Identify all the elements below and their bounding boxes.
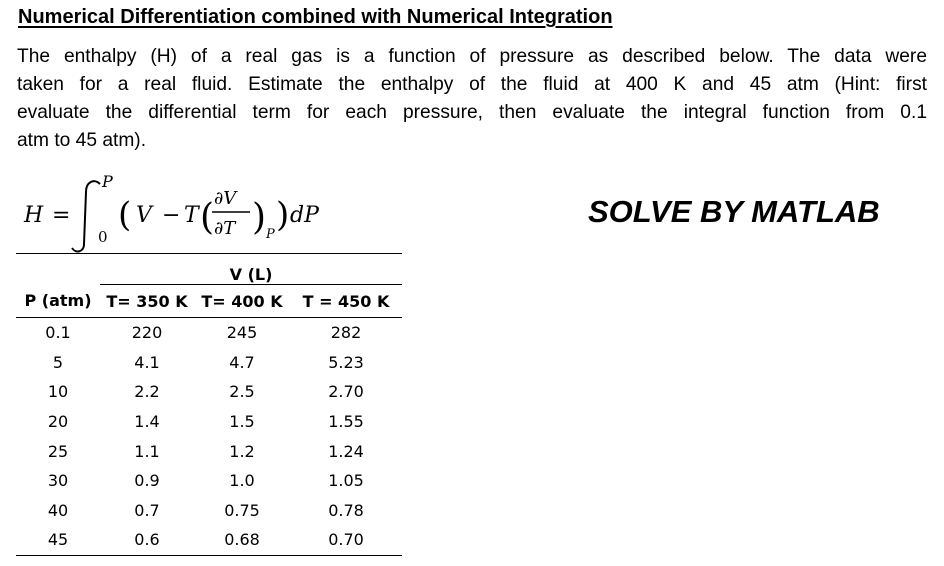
table-cell: 5 <box>52 352 64 372</box>
eq-paren-close: ) <box>276 195 290 235</box>
column-header: T = 450 K <box>290 285 402 318</box>
table-cell: 1.5 <box>229 412 255 432</box>
eq-upper-limit: P <box>102 172 113 191</box>
table-cell: 0.78 <box>328 500 364 520</box>
table-cell: 10 <box>47 382 69 402</box>
problem-line: taken for a real fluid. Estimate the enthalpy of the fluid at 400 K and 45 atm (Hint: first <box>17 74 927 95</box>
equation-svg <box>0 162 420 252</box>
table-corner <box>16 254 100 285</box>
table-row <box>16 466 402 496</box>
table-row <box>16 348 402 378</box>
eq-lower-limit: 0 <box>98 228 108 246</box>
table-cell: 1.4 <box>134 412 160 432</box>
eq-partial-num: ∂V <box>214 188 237 209</box>
page-title: Numerical Differentiation combined with Numerical Integration <box>18 6 613 28</box>
table-cell: 0.6 <box>100 525 194 555</box>
eq-paren-inner-open: ( <box>200 197 215 238</box>
table-row <box>16 496 402 526</box>
table-row <box>16 318 402 348</box>
table-cell: 1.1 <box>134 441 160 461</box>
table-cell: 0.75 <box>224 500 260 520</box>
problem-line: atm to 45 atm). <box>17 130 147 151</box>
table-cell: 40 <box>47 500 69 520</box>
integral-sign <box>72 181 100 251</box>
table-row <box>16 436 402 466</box>
solve-by-matlab-label: SOLVE BY MATLAB <box>588 194 880 229</box>
table-cell: 245 <box>194 318 290 348</box>
group-header: V (L) <box>100 254 402 285</box>
table-cell: 2.5 <box>229 382 255 402</box>
table-cell: 0.9 <box>134 471 160 491</box>
problem-line: The enthalpy (H) of a real gas is a function of pressure as described below. The data were <box>17 46 927 67</box>
eq-paren-open: ( <box>118 195 132 235</box>
table-cell: 30 <box>47 471 69 491</box>
column-header: T= 350 K <box>100 285 194 318</box>
table-cell: 2.70 <box>328 382 364 402</box>
table-cell: 25 <box>47 441 69 461</box>
eq-equals: = <box>52 203 71 228</box>
problem-statement <box>17 43 927 155</box>
table-cell: 45 <box>16 525 100 555</box>
enthalpy-equation <box>0 162 420 252</box>
table-cell: 0.70 <box>290 525 402 555</box>
table-cell: 2.2 <box>134 382 160 402</box>
table-row <box>16 525 402 555</box>
table-cell: 0.7 <box>134 500 160 520</box>
table-cell: 4.1 <box>134 352 160 372</box>
eq-subscript: P <box>266 227 275 242</box>
column-header: P (atm) <box>24 291 92 311</box>
table-cell: 1.05 <box>328 471 364 491</box>
table-cell: 282 <box>290 318 402 348</box>
eq-V: V <box>136 203 152 228</box>
data-table <box>16 253 402 556</box>
table-cell: 1.24 <box>328 441 364 461</box>
eq-lhs: H <box>24 203 44 228</box>
column-header: T= 400 K <box>194 285 290 318</box>
table-cell: 1.2 <box>229 441 255 461</box>
table-cell: 0.1 <box>16 318 100 348</box>
table-cell: 1.55 <box>328 412 364 432</box>
eq-T: T <box>184 203 199 228</box>
table-cell: 20 <box>47 412 69 432</box>
table-cell: 5.23 <box>328 352 364 372</box>
eq-partial-den: ∂T <box>214 218 236 239</box>
eq-minus: − <box>162 203 181 228</box>
table-cell: 0.68 <box>194 525 290 555</box>
table-cell: 220 <box>100 318 194 348</box>
table-cell: 4.7 <box>229 352 255 372</box>
table-row <box>16 407 402 437</box>
eq-dP: dP <box>290 203 319 228</box>
table-row <box>16 377 402 407</box>
problem-line: evaluate the differential term for each pressure, then evaluate the integral function from 0.1 <box>17 102 927 123</box>
eq-paren-inner-close: ) <box>252 197 267 238</box>
table-cell: 1.0 <box>229 471 255 491</box>
